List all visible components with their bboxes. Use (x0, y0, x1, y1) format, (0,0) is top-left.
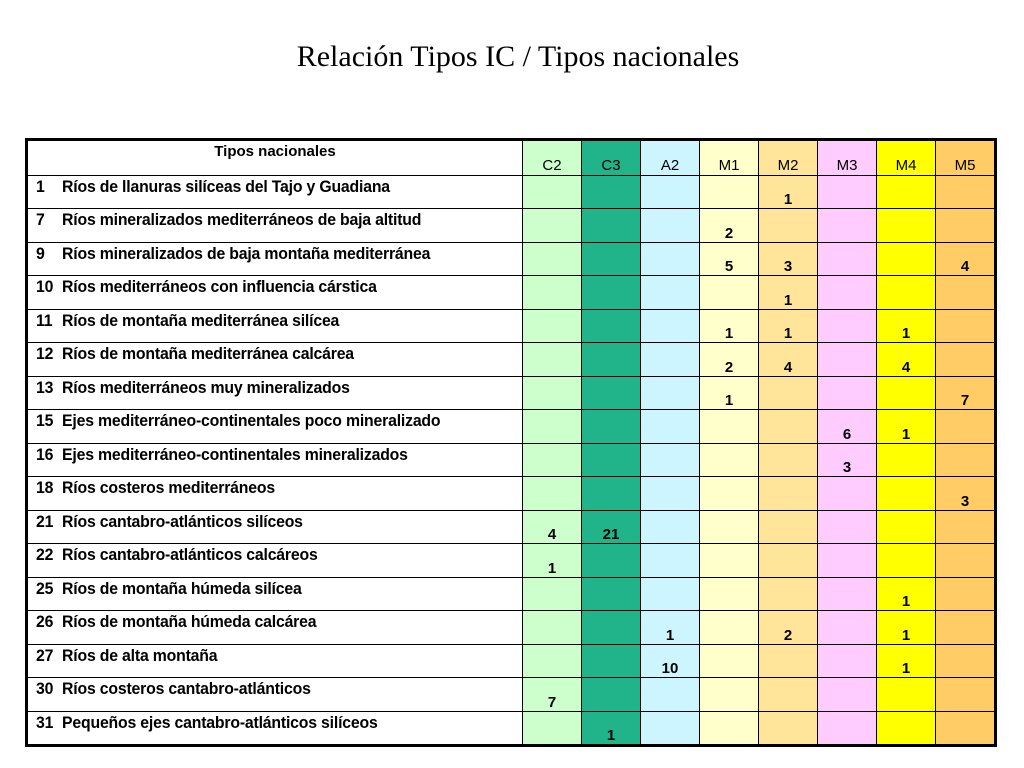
cell-a2 (641, 678, 700, 712)
cell-c3 (582, 678, 641, 712)
cell-m5 (936, 443, 996, 477)
cell-c2 (523, 410, 582, 444)
row-label (36, 344, 354, 364)
row-type-number: 27 (36, 645, 54, 665)
row-type-label: Ejes mediterráneo-continentales poco mineralizado (62, 411, 441, 430)
cell-c3 (582, 544, 641, 578)
table-row (27, 276, 996, 310)
cell-m3 (818, 309, 877, 343)
table-row (27, 577, 996, 611)
row-type-name-cell (27, 510, 523, 544)
cell-a2 (641, 209, 700, 243)
cell-c2 (523, 477, 582, 511)
cell-c2 (523, 343, 582, 377)
column-header-m5: M5 (936, 140, 996, 176)
cell-m4 (877, 477, 936, 511)
cell-m5 (936, 175, 996, 209)
cell-m1 (700, 443, 759, 477)
column-header-c2: C2 (523, 140, 582, 176)
column-header-m4: M4 (877, 140, 936, 176)
row-label (36, 378, 350, 398)
row-label (36, 244, 430, 264)
cell-c2: 4 (523, 510, 582, 544)
cell-m3 (818, 644, 877, 678)
row-type-number: 18 (36, 478, 54, 497)
column-header-c3: C3 (582, 140, 641, 176)
table-body (27, 175, 996, 746)
cell-a2 (641, 577, 700, 611)
cell-m5 (936, 510, 996, 544)
row-type-name-cell (27, 209, 523, 243)
row-type-name-cell (27, 711, 523, 746)
cell-m4 (877, 510, 936, 544)
cell-m5 (936, 276, 996, 310)
row-type-name-cell (27, 611, 523, 645)
cell-m3 (818, 276, 877, 310)
cell-m2 (759, 376, 818, 410)
cell-m3 (818, 711, 877, 746)
cell-m3 (818, 510, 877, 544)
table-row (27, 544, 996, 578)
row-type-number: 10 (36, 277, 54, 296)
row-type-label: Ríos de montaña húmeda calcárea (62, 612, 317, 631)
cell-m2 (759, 644, 818, 678)
table-row (27, 209, 996, 243)
header-tipos-nacionales: Tipos nacionales (27, 140, 523, 176)
table-row (27, 410, 996, 444)
cell-c3 (582, 644, 641, 678)
table-row (27, 376, 996, 410)
cell-m5 (936, 611, 996, 645)
cell-m5 (936, 309, 996, 343)
cell-a2 (641, 711, 700, 746)
row-type-label: Ríos cantabro-atlánticos calcáreos (62, 545, 318, 564)
row-type-number: 21 (36, 511, 54, 531)
cell-m5 (936, 410, 996, 444)
row-label (36, 478, 275, 498)
cell-a2 (641, 175, 700, 209)
cell-m4 (877, 678, 936, 712)
cell-m1: 5 (700, 242, 759, 276)
cell-m1 (700, 644, 759, 678)
row-type-number: 9 (36, 243, 45, 263)
row-type-name-cell (27, 309, 523, 343)
cell-c2 (523, 711, 582, 746)
row-type-label: Ríos de llanuras silíceas del Tajo y Guadiana (62, 176, 390, 196)
cell-m1 (700, 175, 759, 209)
cell-m1: 2 (700, 209, 759, 243)
cell-a2 (641, 309, 700, 343)
table-row (27, 309, 996, 343)
cell-m4 (877, 242, 936, 276)
cell-m5 (936, 678, 996, 712)
row-type-label: Ríos cantabro-atlánticos silíceos (62, 511, 303, 531)
row-type-label: Ríos mineralizados mediterráneos de baja altitud (62, 210, 422, 229)
cell-m1 (700, 544, 759, 578)
cell-m2 (759, 510, 818, 544)
row-type-number: 22 (36, 545, 54, 564)
table-row (27, 443, 996, 477)
cell-m4 (877, 175, 936, 209)
row-type-number: 12 (36, 344, 54, 363)
table-row (27, 711, 996, 746)
row-type-label: Ríos mediterráneos muy mineralizados (62, 377, 350, 397)
row-label (36, 210, 421, 230)
row-label (36, 177, 390, 197)
row-type-label: Ríos mediterráneos con influencia cárstica (62, 277, 377, 296)
row-type-label: Ríos costeros mediterráneos (62, 478, 275, 497)
cell-m2 (759, 544, 818, 578)
cell-m1: 2 (700, 343, 759, 377)
cell-c3 (582, 276, 641, 310)
cell-m2: 2 (759, 611, 818, 645)
cell-c3 (582, 175, 641, 209)
cell-m2 (759, 443, 818, 477)
column-header-m1: M1 (700, 140, 759, 176)
row-type-name-cell (27, 242, 523, 276)
cell-m1 (700, 577, 759, 611)
row-type-label: Ríos costeros cantabro-atlánticos (62, 679, 311, 698)
row-type-label: Ríos de montaña mediterránea silícea (62, 310, 340, 330)
cell-m4: 1 (877, 644, 936, 678)
cell-c2 (523, 175, 582, 209)
cell-m4: 1 (877, 410, 936, 444)
cell-m5 (936, 544, 996, 578)
row-type-name-cell (27, 577, 523, 611)
cell-m3 (818, 544, 877, 578)
column-header-m3: M3 (818, 140, 877, 176)
cell-m1 (700, 611, 759, 645)
cell-m3 (818, 242, 877, 276)
cell-m3: 6 (818, 410, 877, 444)
row-type-number: 31 (36, 712, 54, 732)
row-type-label: Ríos mineralizados de baja montaña mediterránea (62, 243, 431, 263)
cell-m5: 4 (936, 242, 996, 276)
cell-a2 (641, 410, 700, 444)
cell-m2: 4 (759, 343, 818, 377)
cell-c3 (582, 343, 641, 377)
row-label (36, 646, 217, 666)
cell-m4: 1 (877, 577, 936, 611)
cell-c2 (523, 577, 582, 611)
row-type-number: 15 (36, 411, 54, 430)
row-type-number: 7 (36, 210, 45, 229)
row-type-label: Ejes mediterráneo-continentales mineralizados (62, 444, 408, 464)
row-type-name-cell (27, 477, 523, 511)
cell-m1 (700, 510, 759, 544)
cell-m2 (759, 410, 818, 444)
cell-a2 (641, 376, 700, 410)
cell-m5 (936, 644, 996, 678)
row-label (36, 311, 339, 331)
cell-c2 (523, 276, 582, 310)
cell-m2 (759, 477, 818, 511)
cell-m4 (877, 443, 936, 477)
cell-m3 (818, 209, 877, 243)
row-type-name-cell (27, 276, 523, 310)
cell-c2 (523, 611, 582, 645)
cell-m3: 3 (818, 443, 877, 477)
cell-m4 (877, 711, 936, 746)
row-type-name-cell (27, 443, 523, 477)
cell-c2 (523, 209, 582, 243)
row-type-name-cell (27, 376, 523, 410)
cell-m1 (700, 711, 759, 746)
cell-m4: 4 (877, 343, 936, 377)
cell-m4 (877, 209, 936, 243)
row-type-number: 11 (36, 310, 53, 330)
cell-m5: 7 (936, 376, 996, 410)
cell-c3 (582, 242, 641, 276)
cell-c2: 1 (523, 544, 582, 578)
row-type-name-cell (27, 544, 523, 578)
row-type-number: 1 (36, 176, 45, 196)
page-title: Relación Tipos IC / Tipos nacionales (296, 40, 740, 73)
table-row (27, 175, 996, 209)
table-row (27, 611, 996, 645)
cell-c2 (523, 242, 582, 276)
cell-m2: 1 (759, 309, 818, 343)
cell-c3 (582, 309, 641, 343)
cell-m4: 1 (877, 611, 936, 645)
cell-a2 (641, 242, 700, 276)
cell-m5: 3 (936, 477, 996, 511)
cell-a2 (641, 276, 700, 310)
table-row (27, 510, 996, 544)
cell-a2: 1 (641, 611, 700, 645)
table-row (27, 644, 996, 678)
cell-m3 (818, 175, 877, 209)
row-label (36, 713, 378, 733)
row-type-name-cell (27, 343, 523, 377)
table-row (27, 477, 996, 511)
cell-c2 (523, 376, 582, 410)
cell-m2 (759, 711, 818, 746)
cell-c2 (523, 644, 582, 678)
row-label (36, 277, 377, 297)
row-type-number: 13 (36, 377, 54, 397)
cell-a2 (641, 443, 700, 477)
row-type-name-cell (27, 644, 523, 678)
cell-m5 (936, 209, 996, 243)
row-type-name-cell (27, 678, 523, 712)
cell-m4 (877, 544, 936, 578)
cell-m3 (818, 611, 877, 645)
cell-m5 (936, 577, 996, 611)
table-row (27, 343, 996, 377)
cell-m5 (936, 343, 996, 377)
table-row (27, 678, 996, 712)
cell-c3 (582, 410, 641, 444)
cell-m1 (700, 276, 759, 310)
cell-m2: 1 (759, 175, 818, 209)
cell-c3 (582, 209, 641, 243)
row-label (36, 545, 318, 565)
row-label (36, 411, 440, 431)
cell-m3 (818, 343, 877, 377)
cell-c3 (582, 376, 641, 410)
cell-a2 (641, 477, 700, 511)
cell-m4 (877, 276, 936, 310)
row-type-name-cell (27, 410, 523, 444)
cell-c2: 7 (523, 678, 582, 712)
cell-m1 (700, 477, 759, 511)
row-type-label: Ríos de alta montaña (62, 645, 218, 665)
row-type-number: 30 (36, 679, 54, 698)
cell-m5 (936, 711, 996, 746)
row-type-number: 25 (36, 578, 54, 598)
row-type-label: Ríos de montaña húmeda silícea (62, 578, 302, 598)
cell-c3: 1 (582, 711, 641, 746)
cell-c3 (582, 577, 641, 611)
cell-m2: 1 (759, 276, 818, 310)
cell-m4 (877, 376, 936, 410)
row-type-label: Ríos de montaña mediterránea calcárea (62, 344, 354, 363)
column-header-m2: M2 (759, 140, 818, 176)
cell-m2 (759, 678, 818, 712)
cell-m1: 1 (700, 309, 759, 343)
cell-a2 (641, 510, 700, 544)
row-label (36, 679, 311, 699)
cell-m2: 3 (759, 242, 818, 276)
table-row (27, 242, 996, 276)
cell-m2 (759, 209, 818, 243)
cell-m1 (700, 410, 759, 444)
column-header-a2: A2 (641, 140, 700, 176)
cell-m2 (759, 577, 818, 611)
cell-c3 (582, 611, 641, 645)
cell-m1 (700, 678, 759, 712)
cell-m3 (818, 477, 877, 511)
cell-a2 (641, 343, 700, 377)
cell-m1: 1 (700, 376, 759, 410)
cell-m3 (818, 577, 877, 611)
types-relation-table (25, 138, 997, 747)
table-header-row (27, 140, 996, 176)
row-type-name-cell (27, 175, 523, 209)
row-label (36, 512, 303, 532)
row-type-number: 16 (36, 444, 54, 464)
row-label (36, 445, 408, 465)
cell-a2 (641, 544, 700, 578)
cell-c2 (523, 443, 582, 477)
cell-c2 (523, 309, 582, 343)
row-type-label: Pequeños ejes cantabro-atlánticos silíceos (62, 712, 378, 732)
row-label (36, 612, 316, 632)
cell-c3 (582, 477, 641, 511)
row-type-number: 26 (36, 612, 54, 631)
cell-m4: 1 (877, 309, 936, 343)
row-label (36, 579, 302, 599)
cell-c3: 21 (582, 510, 641, 544)
cell-m3 (818, 376, 877, 410)
cell-m3 (818, 678, 877, 712)
cell-c3 (582, 443, 641, 477)
cell-a2: 10 (641, 644, 700, 678)
